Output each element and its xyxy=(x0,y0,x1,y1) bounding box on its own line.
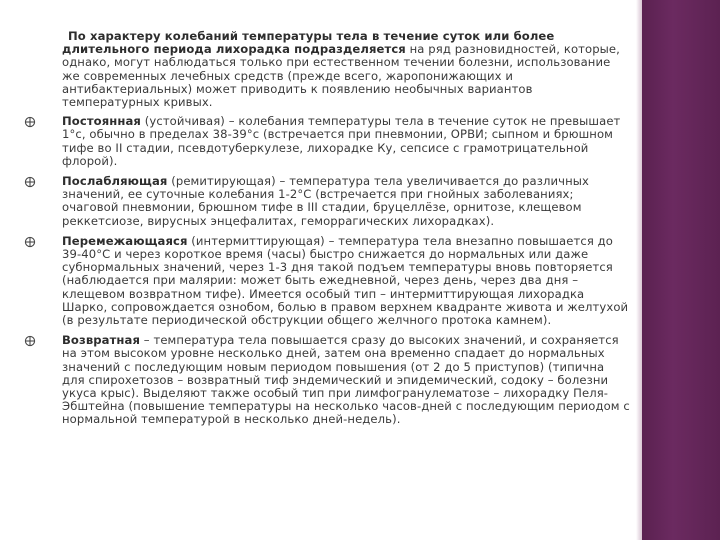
item-term: Постоянная xyxy=(62,114,141,129)
slide-content xyxy=(18,30,630,434)
item-term: Перемежающаяся xyxy=(62,233,188,248)
decorative-accent-bar xyxy=(642,0,720,540)
item-text: (ремитирующая) – температура тела увеличивается до различных значений, ее суточные колебания 1-2°С (встречается при гнойных заболеваниях; очаговой пневмонии, брюшном тифе в III стадии, бруцеллёзе, орнитозе, клещевом реккетсиозе, вирусных энцефалитах, геморрагических лихорадках). xyxy=(62,174,589,228)
circled-cross-icon xyxy=(24,335,36,347)
item-term: Послабляющая xyxy=(62,174,168,189)
item-text: – температура тела повышается сразу до высоких значений, и сохраняется на этом высоком уровне несколько дней, затем она временно спадает до нормальных значений с последующим новым периодом повышения (от 2 до 5 приступов) (типична для спирохетозов – возвратный тиф эндемический и эпидемический, содоку – болезни укуса крыс). Выделяют также особый тип при лимфогранулематозе – лихорадку Пеля-Эбштейна (повышение температуры на несколько часов-дней с последующим периодом с нормальной температурой в несколько дней-недель). xyxy=(62,333,630,427)
list-item xyxy=(18,175,630,228)
list-item xyxy=(18,235,630,327)
intro-bold-text: По характеру колебаний температуры тела в течение суток или более длительного периода лихорадка подразделяется xyxy=(62,29,555,57)
intro-paragraph xyxy=(62,30,630,109)
intro-text: на ряд разновидностей, которые, однако, могут наблюдаться только при естественном течении болезни, использование же современных лечебных средств (прежде всего, жаропонижающих и антибактериальных) может приводить к появлению необычных вариантов температурных кривых. xyxy=(62,42,620,110)
circled-cross-icon xyxy=(24,176,36,188)
item-text: (интермиттирующая) – температура тела внезапно повышается до 39-40°С и через короткое время (часы) быстро снижается до нормальных или даже субнормальных значений, через 1-3 дня такой подъем температуры вновь повторяется (наблюдается при малярии: может быть ежедневной, через день, через два дня – клещевом возвратном тифе). Имеется особый тип – интермиттирующая лихорадка Шарко, сопровождается ознобом, болью в правом верхнем квадранте живота и желтухой (в результате периодической обструкции общего желчного протока камнем). xyxy=(62,233,629,328)
list-item xyxy=(18,115,630,168)
item-term: Возвратная xyxy=(62,333,140,348)
circled-cross-icon xyxy=(24,236,36,248)
list-item xyxy=(18,334,630,426)
item-text: (устойчивая) – колебания температуры тела в течение суток не превышает 1°с, обычно в пределах 38-39°с (встречается при пневмонии, ОРВИ; сыпном и брюшном тифе во II стадии, псевдотуберкулезе, лихорадке Ку, сепсисе с грамотрицательной флорой). xyxy=(62,114,621,168)
circled-cross-icon xyxy=(24,116,36,128)
